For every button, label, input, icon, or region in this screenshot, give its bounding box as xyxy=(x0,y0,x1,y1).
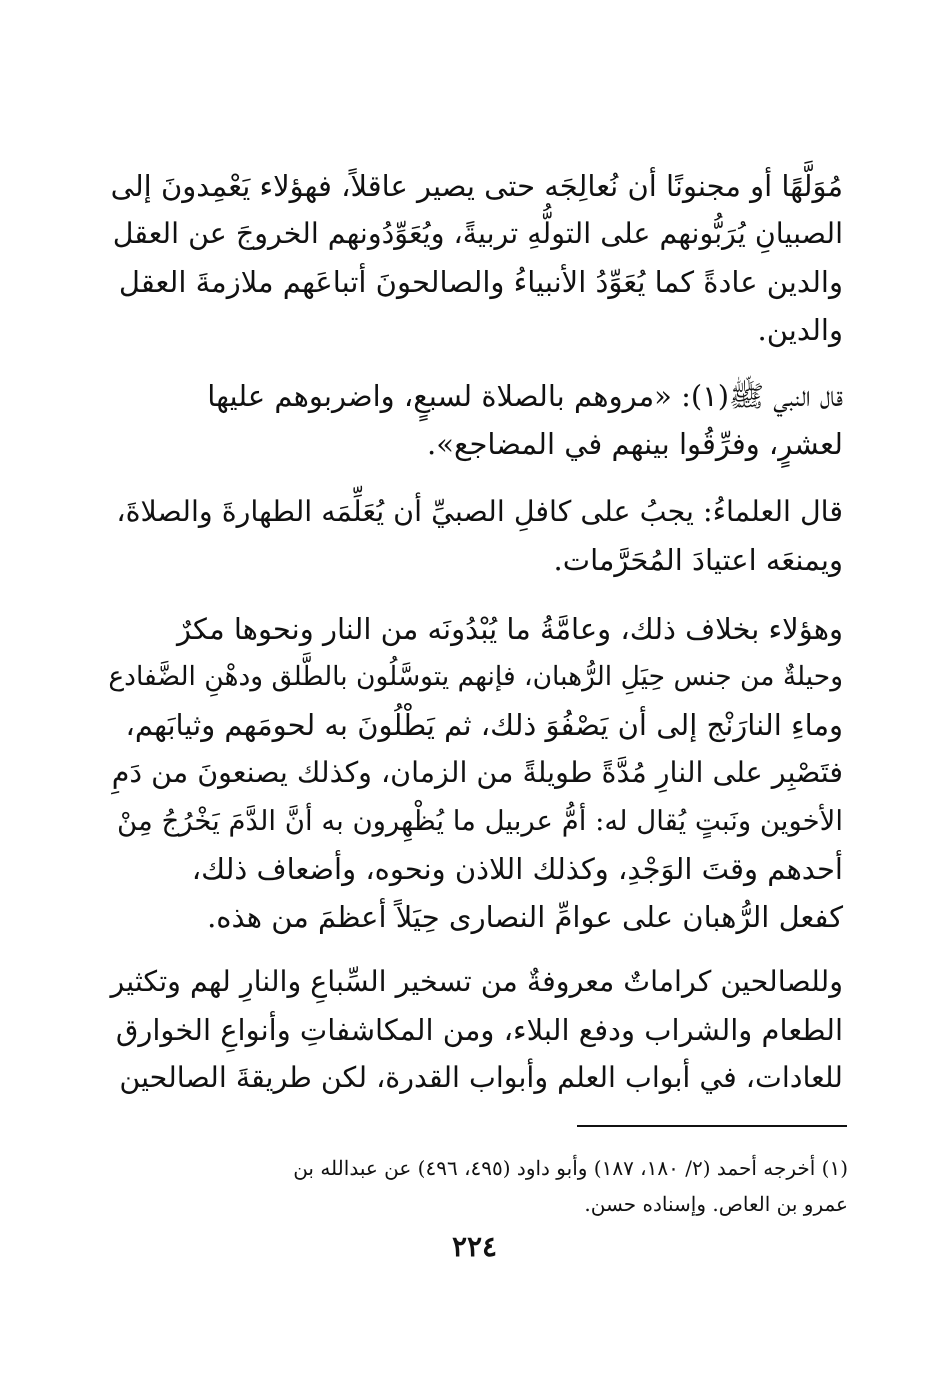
footnote-line: (١) أخرجه أحمد (٢/ ١٨٠، ١٨٧) وأبو داود (٤٩٥، ٤٩٦) عن عبدالله بن xyxy=(293,1156,848,1180)
footnote-separator xyxy=(577,1125,847,1127)
text-line: لعشرٍ، وفرِّقُوا بينهم في المضاجع». xyxy=(427,427,843,461)
paragraph-1 xyxy=(108,162,843,354)
footnote xyxy=(108,1150,848,1222)
text-line: فتَصْبِر على النارِ مُدَّةً طويلةً من الزمان، وكذلك يصنعونَ من دَمِ xyxy=(111,756,843,789)
paragraph-5 xyxy=(108,958,843,1102)
text-line: قال العلماءُ: يجبُ على كافلِ الصبيِّ أن يُعَلِّمَه الطهارةَ والصلاةَ، xyxy=(116,495,843,528)
text-line: وهؤلاء بخلاف ذلك، وعامَّةُ ما يُبْدُونَه من النار ونحوها مكرٌ xyxy=(177,612,843,646)
text-line: وللصالحين كراماتٌ معروفةٌ من تسخير السِّباعِ والنارِ لهم وتكثير xyxy=(110,965,843,998)
text-line: كفعل الرُّهبان على عوامِّ النصارى حِيَلاً أعظمَ من هذه. xyxy=(207,900,843,934)
paragraph-2-hadith xyxy=(108,372,843,468)
text-line: قال النبي ﷺ(١): «مروهم بالصلاة لسبعٍ، واضربوهم عليها xyxy=(207,379,843,413)
text-line: وماءِ النارَنْج إلى أن يَصْفُوَ ذلك، ثم يَطْلُونَ به لحومَهم وثيابَهم، xyxy=(125,708,843,742)
text-line: أحدهم وقتَ الوَجْدِ، وكذلك اللاذن ونحوه، وأضعاف ذلك، xyxy=(191,852,843,886)
text-line: والدين عادةً كما يُعَوِّدُ الأنبياءُ والصالحونَ أتباعَهم ملازمةَ العقل xyxy=(118,265,843,299)
text-line: للعادات، في أبواب العلم وأبواب القدرة، لكن طريقةَ الصالحين xyxy=(119,1061,843,1094)
text-line: مُوَلَّهًا أو مجنونًا أن نُعالِجَه حتى يصير عاقلاً، فهؤلاء يَعْمِدونَ إلى xyxy=(110,169,843,203)
text-line: ويمنعَه اعتيادَ المُحَرَّمات. xyxy=(553,543,843,577)
text-line: والدين. xyxy=(757,313,843,347)
footnote-line: عمرو بن العاص. وإسناده حسن. xyxy=(584,1192,848,1216)
page-number: ٢٢٤ xyxy=(451,1230,498,1263)
text-line: الصبيانِ يُرَبُّونهم على التولُّهِ تربيةً، ويُعَوِّدُونهم الخروجَ عن العقل xyxy=(112,217,843,250)
text-line: الطعام والشراب ودفع البلاء، ومن المكاشفاتِ وأنواعِ الخوارق xyxy=(115,1013,843,1047)
text-line: وحيلةٌ من جنس حِيَلِ الرُّهبان، فإنهم يتوسَّلُون بالطَّلق ودهْنِ الضَّفادع xyxy=(108,661,843,692)
paragraph-3 xyxy=(108,488,843,584)
paragraph-4 xyxy=(108,605,843,941)
text-line: الأخوين ونَبتٍ يُقال له: أمُّ عربيل ما يُظْهِرون به أنَّ الدَّمَ يَخْرُجُ مِنْ xyxy=(117,805,843,837)
